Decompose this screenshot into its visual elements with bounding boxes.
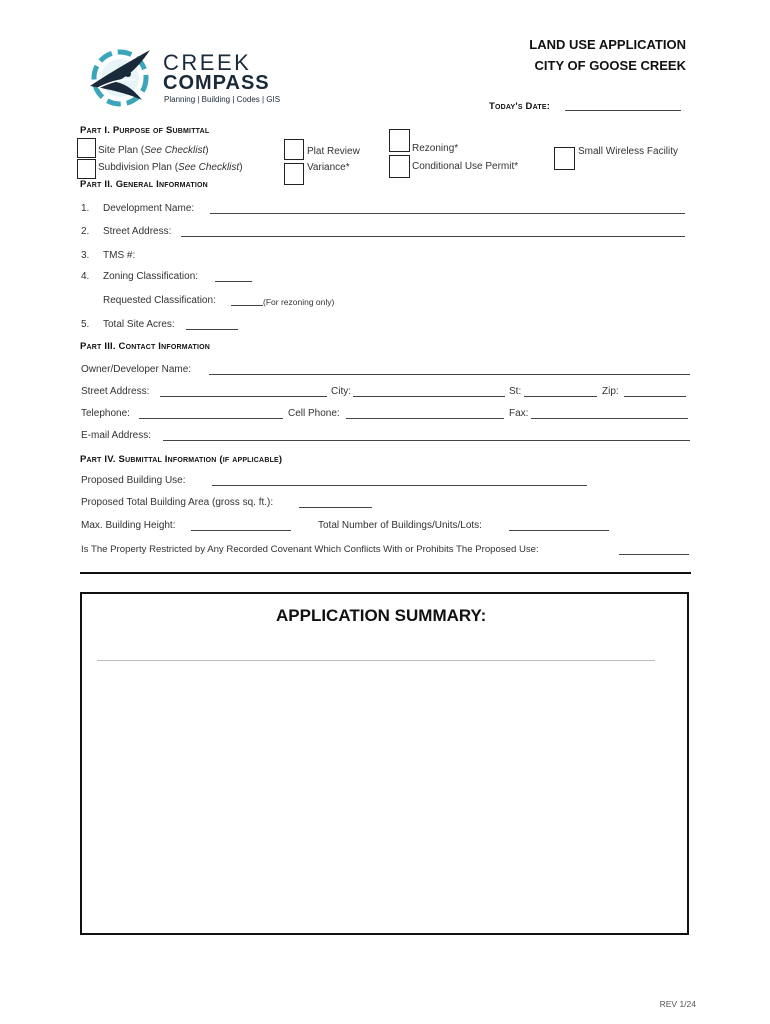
- owner-name-label: Owner/Developer Name:: [81, 364, 192, 375]
- application-summary-line: [97, 660, 655, 661]
- cell-phone-field[interactable]: [346, 418, 504, 419]
- site-plan-label: Site Plan (See Checklist): [98, 145, 209, 156]
- section-divider: [80, 572, 691, 574]
- plat-review-label: Plat Review: [307, 146, 360, 157]
- total-site-acres-field[interactable]: [186, 329, 238, 330]
- zip-field[interactable]: [624, 396, 686, 397]
- rezoning-only-note: (For rezoning only): [263, 297, 335, 307]
- brand-name-line2: COMPASS: [163, 72, 270, 94]
- todays-date-field[interactable]: [565, 110, 681, 111]
- email-field[interactable]: [163, 440, 690, 441]
- building-area-label: Proposed Total Building Area (gross sq. ft.):: [81, 497, 274, 508]
- item-number-4: 4.: [81, 271, 90, 282]
- total-site-acres-label: Total Site Acres:: [103, 319, 175, 330]
- contact-street-label: Street Address:: [81, 386, 150, 397]
- telephone-label: Telephone:: [81, 408, 130, 419]
- max-height-label: Max. Building Height:: [81, 520, 176, 531]
- conditional-use-checkbox[interactable]: [389, 155, 410, 178]
- application-summary-box[interactable]: [80, 592, 689, 935]
- owner-name-field[interactable]: [209, 374, 690, 375]
- brand-name-line1: CREEK: [163, 50, 252, 75]
- small-wireless-label: Small Wireless Facility: [578, 146, 679, 157]
- telephone-field[interactable]: [139, 418, 283, 419]
- building-use-field[interactable]: [212, 485, 587, 486]
- subdivision-plan-label: Subdivision Plan (See Checklist): [98, 162, 243, 173]
- conditional-use-label: Conditional Use Permit*: [412, 161, 519, 172]
- site-plan-checkbox[interactable]: [77, 138, 96, 158]
- contact-street-field[interactable]: [160, 396, 327, 397]
- item-number-5: 5.: [81, 319, 90, 330]
- brand-tagline: Planning | Building | Codes | GIS: [164, 95, 281, 104]
- development-name-field[interactable]: [210, 213, 685, 214]
- development-name-label: Development Name:: [103, 203, 195, 214]
- total-buildings-label: Total Number of Buildings/Units/Lots:: [318, 520, 482, 531]
- state-label: St:: [509, 386, 522, 397]
- building-use-label: Proposed Building Use:: [81, 475, 186, 486]
- variance-label: Variance*: [307, 162, 350, 173]
- requested-classification-field[interactable]: [231, 305, 263, 306]
- application-summary-title: APPLICATION SUMMARY:: [276, 606, 487, 625]
- requested-classification-label: Requested Classification:: [103, 295, 216, 306]
- subdivision-plan-checkbox[interactable]: [77, 159, 96, 179]
- revision-label: REV 1/24: [659, 999, 696, 1009]
- max-height-field[interactable]: [191, 530, 291, 531]
- part2-heading: Part II. General Information: [80, 179, 208, 190]
- item-number-1: 1.: [81, 203, 90, 214]
- tms-label: TMS #:: [103, 250, 136, 261]
- part1-heading: Part I. Purpose of Submittal: [80, 125, 210, 136]
- variance-checkbox[interactable]: [284, 163, 304, 185]
- part4-heading: Part IV. Submittal Information (if applicable): [80, 454, 283, 465]
- part3-heading: Part III. Contact Information: [80, 341, 211, 352]
- covenant-label: Is The Property Restricted by Any Recorded Covenant Which Conflicts With or Prohibits The Proposed Use:: [81, 544, 539, 555]
- item-number-2: 2.: [81, 226, 90, 237]
- total-buildings-field[interactable]: [509, 530, 609, 531]
- rezoning-label: Rezoning*: [412, 143, 459, 154]
- street-address-label: Street Address:: [103, 226, 172, 237]
- fax-field[interactable]: [531, 418, 688, 419]
- building-area-field[interactable]: [299, 507, 372, 508]
- small-wireless-checkbox[interactable]: [554, 147, 575, 170]
- zip-label: Zip:: [602, 386, 619, 397]
- plat-review-checkbox[interactable]: [284, 139, 304, 160]
- form-title: LAND USE APPLICATION: [529, 37, 686, 52]
- item-number-3: 3.: [81, 250, 90, 261]
- cell-phone-label: Cell Phone:: [288, 408, 340, 419]
- city-field[interactable]: [353, 396, 505, 397]
- rezoning-checkbox[interactable]: [389, 129, 410, 152]
- covenant-field[interactable]: [619, 554, 689, 555]
- street-address-field[interactable]: [181, 236, 685, 237]
- state-field[interactable]: [524, 396, 597, 397]
- zoning-classification-field[interactable]: [215, 281, 252, 282]
- zoning-classification-label: Zoning Classification:: [103, 271, 199, 282]
- city-label: City:: [331, 386, 351, 397]
- todays-date-label: Today's Date:: [489, 101, 551, 112]
- form-subtitle: CITY OF GOOSE CREEK: [534, 58, 686, 73]
- fax-label: Fax:: [509, 408, 529, 419]
- email-label: E-mail Address:: [81, 430, 152, 441]
